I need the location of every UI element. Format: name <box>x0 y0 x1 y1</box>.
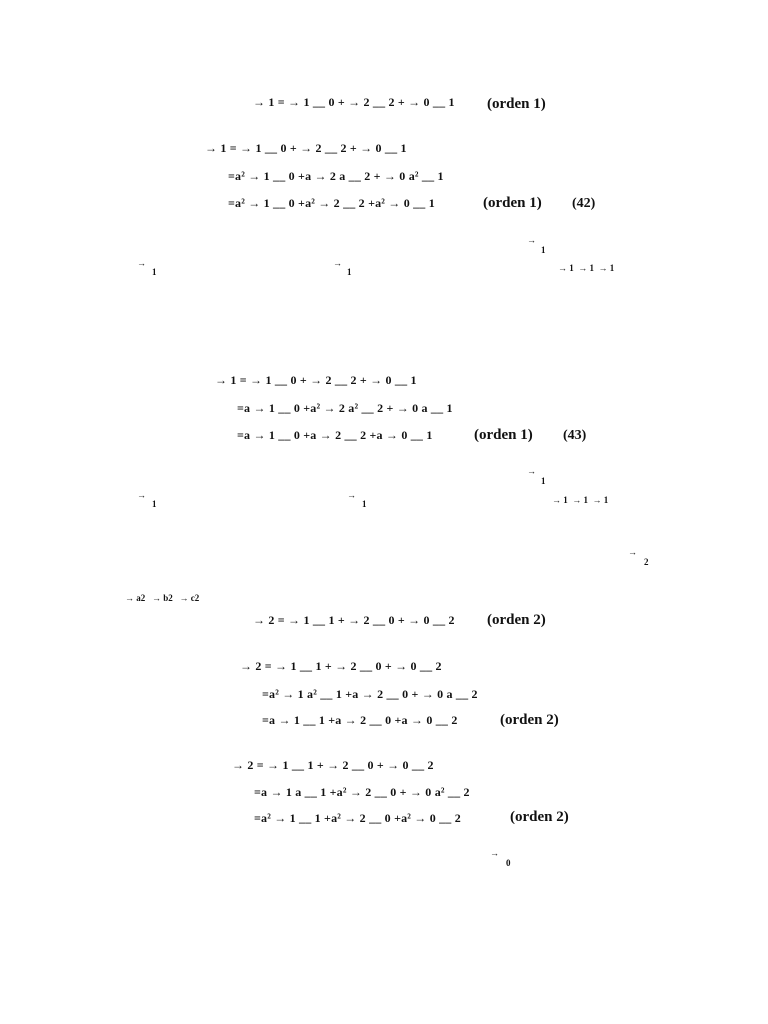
vector-fragment-subscript: 1 <box>152 267 157 277</box>
equation-line: =a → 1 __ 0 +a² → 2 a² __ 2 + → 0 a __ 1 <box>237 401 453 415</box>
vector-fragment-row: → 1 → 1 → 1 <box>552 495 609 505</box>
vector-fragment: → <box>527 466 536 476</box>
equation-number: (43) <box>563 428 587 443</box>
equation-number: (42) <box>572 196 596 211</box>
vector-fragment-row: → 1 → 1 → 1 <box>558 263 615 273</box>
vector-fragment: → <box>137 490 146 500</box>
equation-line: =a² → 1 __ 0 +a → 2 a __ 2 + → 0 a² __ 1 <box>228 169 444 183</box>
vector-fragment: → <box>333 258 342 268</box>
vector-fragment-subscript: 2 <box>644 557 649 567</box>
equation-line: → 1 = → 1 __ 0 + → 2 __ 2 + → 0 __ 1 <box>215 373 417 387</box>
vector-fragment: → <box>628 547 637 557</box>
equation-line: → 2 = → 1 __ 1 + → 2 __ 0 + → 0 __ 2 <box>253 613 455 627</box>
order-label: (orden 1) <box>474 427 533 443</box>
order-label: (orden 1) <box>483 195 542 211</box>
order-label: (orden 2) <box>510 809 569 825</box>
vector-fragment: → <box>527 235 536 245</box>
equation-line: =a → 1 __ 0 +a → 2 __ 2 +a → 0 __ 1 <box>237 428 433 442</box>
equation-line: → 2 = → 1 __ 1 + → 2 __ 0 + → 0 __ 2 <box>232 758 434 772</box>
vector-fragment: → <box>137 258 146 268</box>
equation-line: =a² → 1 a² __ 1 +a → 2 __ 0 + → 0 a __ 2 <box>262 687 478 701</box>
order-label: (orden 2) <box>500 712 559 728</box>
vector-fragment-subscript: 1 <box>362 499 367 509</box>
vector-fragment-subscript: 1 <box>347 267 352 277</box>
vector-fragment-subscript: 1 <box>152 499 157 509</box>
equation-line: → 1 = → 1 __ 0 + → 2 __ 2 + → 0 __ 1 <box>205 141 407 155</box>
order-label: (orden 2) <box>487 612 546 628</box>
equation-line: =a² → 1 __ 1 +a² → 2 __ 0 +a² → 0 __ 2 <box>254 811 461 825</box>
vector-fragment: → <box>490 848 499 858</box>
equation-line: → 1 = → 1 __ 0 + → 2 __ 2 + → 0 __ 1 <box>253 95 455 109</box>
equation-line: =a → 1 a __ 1 +a² → 2 __ 0 + → 0 a² __ 2 <box>254 785 470 799</box>
equation-line: =a → 1 __ 1 +a → 2 __ 0 +a → 0 __ 2 <box>262 713 458 727</box>
order-label: (orden 1) <box>487 96 546 112</box>
vector-fragment: → <box>347 490 356 500</box>
vector-fragment-subscript: 1 <box>541 245 546 255</box>
vector-fragment-subscript: 0 <box>506 858 511 868</box>
vector-fragment-row: → a2 → b2 → c2 <box>125 593 200 603</box>
equation-line: =a² → 1 __ 0 +a² → 2 __ 2 +a² → 0 __ 1 <box>228 196 435 210</box>
vector-fragment-subscript: 1 <box>541 476 546 486</box>
equation-line: → 2 = → 1 __ 1 + → 2 __ 0 + → 0 __ 2 <box>240 659 442 673</box>
